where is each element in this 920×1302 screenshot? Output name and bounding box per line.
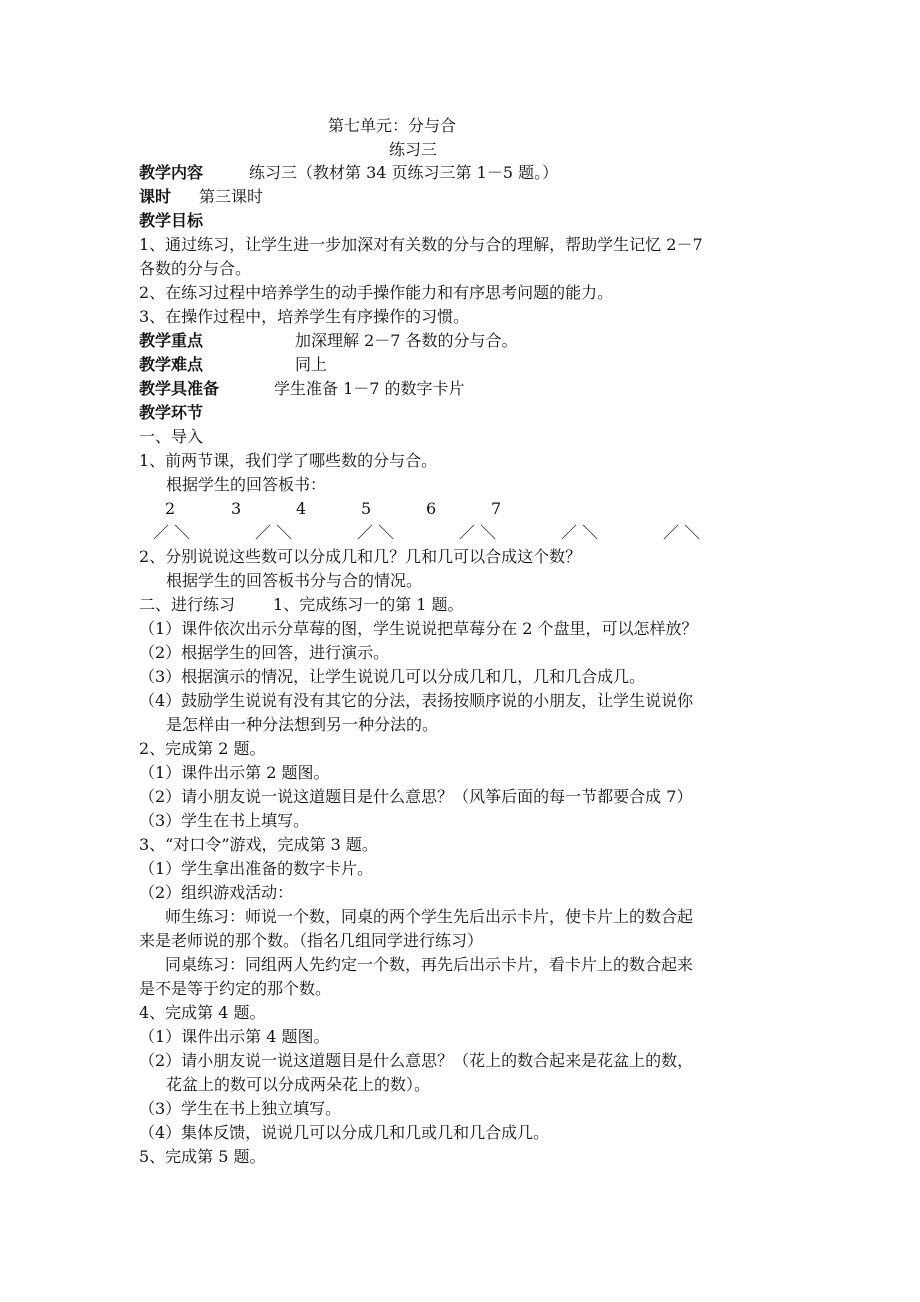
goal-3: 3、在操作过程中，培养学生有序操作的习惯。: [139, 307, 470, 326]
board-number: 4: [296, 499, 307, 518]
s2-item-2: 2、完成第 2 题。: [139, 739, 266, 758]
key-row: [139, 330, 518, 352]
s2-item-4: 4、完成第 4 题。: [139, 1003, 266, 1022]
goal-2: 2、在练习过程中培养学生的动手操作能力和有序思考问题的能力。: [139, 283, 614, 302]
section-2-row: [139, 594, 464, 616]
period-row: [139, 186, 263, 208]
prep-label: 教学具准备: [139, 379, 220, 398]
lesson-subtitle: 练习三: [389, 140, 438, 159]
goal-1b: 各数的分与合。: [139, 259, 252, 278]
split-mark: ／ ＼: [561, 523, 599, 542]
s1-item-1a: 根据学生的回答板书：: [166, 475, 327, 494]
prep-row: [139, 378, 465, 400]
content-label: 教学内容: [139, 163, 204, 182]
steps-label: 教学环节: [139, 403, 204, 422]
s2-1-3: （3）根据演示的情况，让学生说说几可以分成几和几，几和几合成几。: [139, 667, 646, 686]
key-value: 加深理解 2－7 各数的分与合。: [295, 331, 518, 350]
prep-value: 学生准备 1－7 的数字卡片: [274, 379, 465, 398]
s2-1-2: （2）根据学生的回答，进行演示。: [139, 643, 390, 662]
s2-3-1: （1）学生拿出准备的数字卡片。: [139, 859, 374, 878]
s2-1-4b: 是怎样由一种分法想到另一种分法的。: [166, 715, 439, 734]
slash-row: [0, 522, 920, 544]
s1-item-1: 1、前两节课，我们学了哪些数的分与合。: [139, 451, 438, 470]
s2-3-2: （2）组织游戏活动：: [139, 883, 294, 902]
s1-item-2a: 根据学生的回答板书分与合的情况。: [166, 571, 423, 590]
s2-2-2: （2）请小朋友说一说这道题目是什么意思？（风筝后面的每一节都要合成 7）: [139, 787, 693, 806]
s2-3-2d: 是不是等于约定的那个数。: [139, 979, 332, 998]
s2-2-1: （1）课件出示第 2 题图。: [139, 763, 330, 782]
board-number: 2: [165, 499, 176, 518]
split-mark: ／ ＼: [357, 523, 395, 542]
s2-3-2a: 师生练习：师说一个数，同桌的两个学生先后出示卡片，使卡片上的数合起: [165, 907, 694, 926]
section-1: 一、导入: [139, 427, 204, 446]
split-mark: ／ ＼: [153, 523, 191, 542]
s1-item-2: 2、分别说说这些数可以分成几和几？几和几可以合成这个数？: [139, 547, 582, 566]
s2-1-4a: （4）鼓励学生说说有没有其它的分法，表扬按顺序说的小朋友，让学生说说你: [139, 691, 694, 710]
s2-3-2b: 来是老师说的那个数。（指名几组同学进行练习）: [139, 931, 484, 950]
key-label: 教学重点: [139, 331, 204, 350]
goal-1a: 1、通过练习，让学生进一步加深对有关数的分与合的理解，帮助学生记忆 2－7: [139, 235, 703, 254]
difficulty-label: 教学难点: [139, 355, 204, 374]
board-number: 6: [426, 499, 437, 518]
content-row: [139, 162, 558, 184]
s2-4-3: （3）学生在书上独立填写。: [139, 1099, 342, 1118]
board-number: 5: [361, 499, 372, 518]
board-number: 3: [231, 499, 242, 518]
board-number: 7: [491, 499, 502, 518]
s2-4-2a: （2）请小朋友说一说这道题目是什么意思？（花上的数合起来是花盆上的数，: [139, 1051, 694, 1070]
s2-item-1: 1、完成练习一的第 1 题。: [273, 595, 464, 614]
content-value: 练习三（教材第 34 页练习三第 1－5 题。）: [249, 163, 559, 182]
period-value: 第三课时: [199, 187, 264, 206]
s2-1-1: （1）课件依次出示分草莓的图，学生说说把草莓分在 2 个盘里，可以怎样放？: [139, 619, 698, 638]
goals-label: 教学目标: [139, 211, 204, 230]
split-mark: ／ ＼: [459, 523, 497, 542]
unit-title: 第七单元：分与合: [328, 116, 457, 135]
period-label: 课时: [139, 187, 172, 206]
s2-4-4: （4）集体反馈，说说几可以分成几和几或几和几合成几。: [139, 1123, 550, 1142]
number-row: [0, 498, 920, 520]
s2-4-2b: 花盆上的数可以分成两朵花上的数）。: [166, 1075, 431, 1094]
s2-3-2c: 同桌练习：同组两人先约定一个数，再先后出示卡片，看卡片上的数合起来: [165, 955, 694, 974]
s2-2-3: （3）学生在书上填写。: [139, 811, 310, 830]
s2-4-1: （1）课件出示第 4 题图。: [139, 1027, 330, 1046]
difficulty-value: 同上: [295, 355, 328, 374]
s2-item-5: 5、完成第 5 题。: [139, 1147, 266, 1166]
split-mark: ／ ＼: [255, 523, 293, 542]
split-mark: ／ ＼: [663, 523, 701, 542]
s2-item-3: 3、“对口令”游戏，完成第 3 题。: [139, 835, 378, 854]
difficulty-row: [139, 354, 327, 376]
section-2: 二、进行练习: [139, 595, 236, 614]
